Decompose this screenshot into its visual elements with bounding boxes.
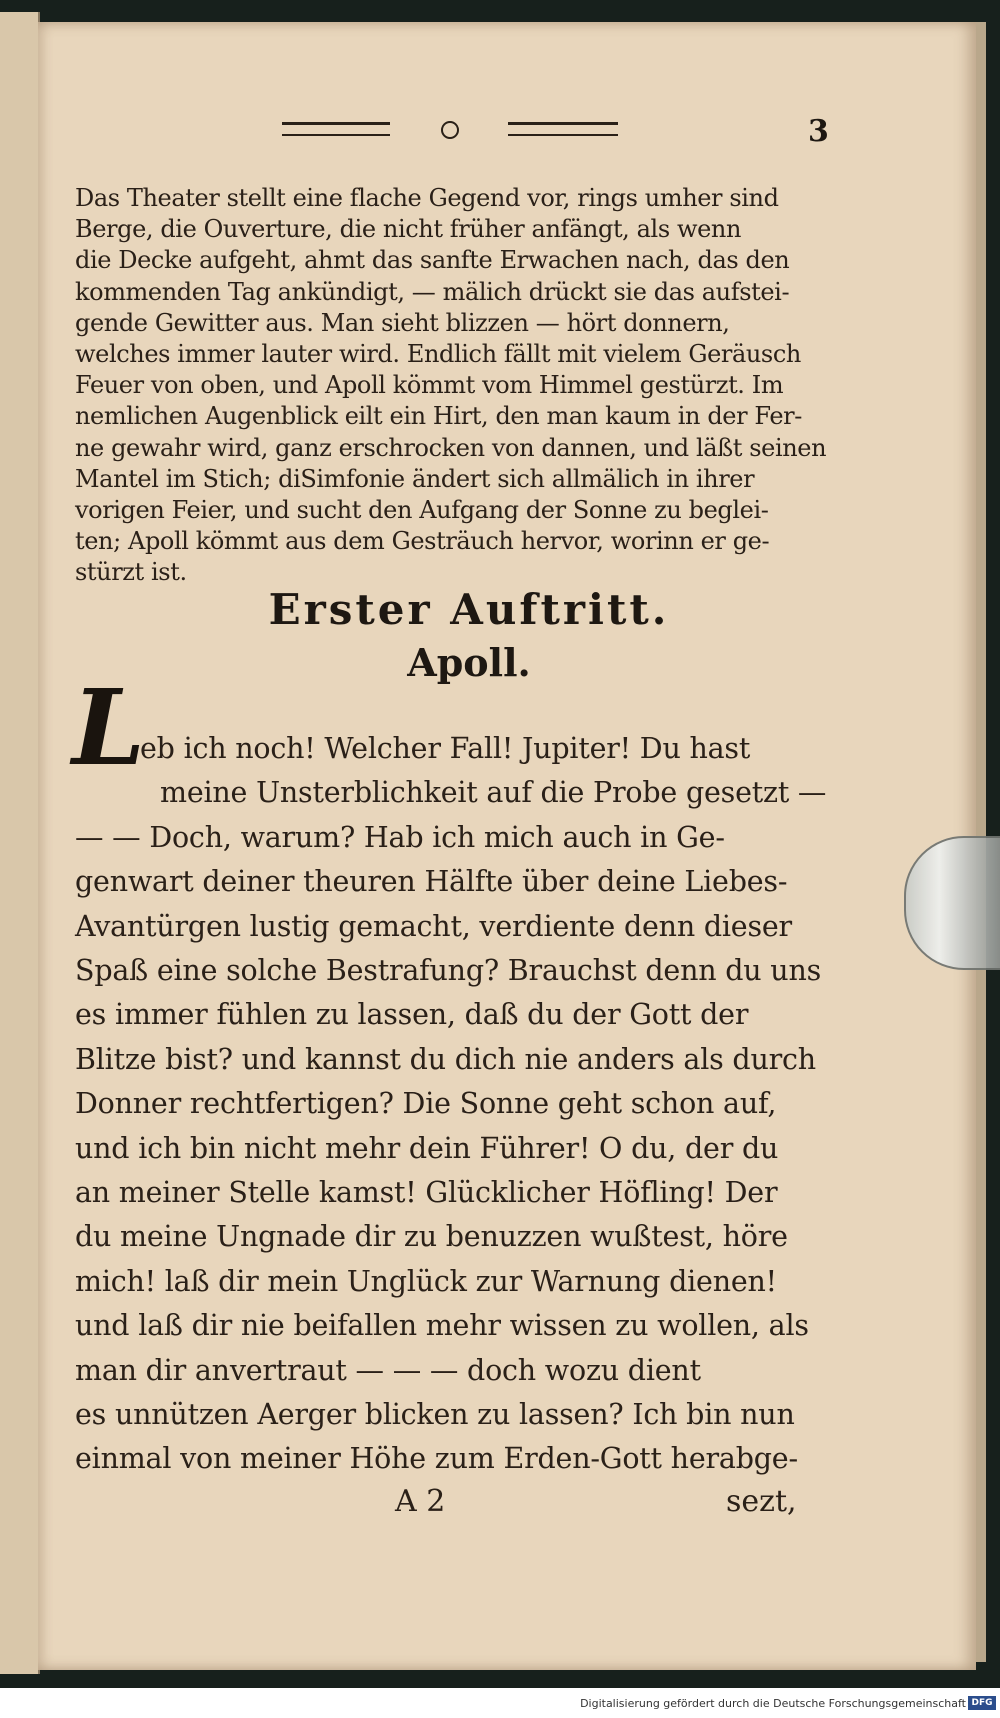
speech-line: und ich bin nicht mehr dein Führer! O du, der du (75, 1131, 779, 1165)
stage-direction-line: welches immer lauter wird. Endlich fällt mit vielem Geräusch (75, 340, 801, 368)
header-ornament-circle (441, 121, 459, 139)
speech-line: Donner rechtfertigen? Die Sonne geht schon auf, (75, 1087, 777, 1121)
stage-direction-line: ten; Apoll kömmt aus dem Gesträuch hervor, worinn er ge- (75, 527, 770, 556)
signature-mark: A 2 (395, 1484, 446, 1519)
stage-direction-line: vorigen Feier, und sucht den Aufgang der Sonne zu beglei- (75, 496, 769, 524)
catchword: sezt, (726, 1484, 797, 1519)
speech-line: und laß dir nie beifallen mehr wissen zu wollen, als (75, 1309, 809, 1343)
speech-line: du meine Ungnade dir zu benuzzen wußtest, höre (75, 1220, 788, 1254)
speech-line: einmal von meiner Höhe zum Erden-Gott herabge- (75, 1442, 798, 1476)
stage-direction-line: Berge, die Ouverture, die nicht früher anfängt, als wenn (75, 215, 742, 244)
speech-line: genwart deiner theuren Hälfte über deine Liebes- (75, 865, 788, 899)
speaker-name: Apoll. (407, 640, 531, 685)
scene-title: Erster Auftritt. (268, 585, 670, 634)
page-number: 3 (808, 114, 829, 149)
scanner-clamp (904, 836, 1000, 970)
stage-direction-line: stürzt ist. (75, 558, 187, 587)
speech-line: es unnützen Aerger blicken zu lassen? Ich bin nun (75, 1398, 795, 1431)
stage-direction-line: Feuer von oben, und Apoll kömmt vom Himmel gestürzt. Im (75, 371, 784, 400)
speech-line: es immer fühlen zu lassen, daß du der Gott der (75, 998, 749, 1032)
drop-cap-letter: L (72, 666, 146, 789)
stage-direction-line: Das Theater stellt eine flache Gegend vor, rings umher sind (75, 184, 779, 212)
speech-line: meine Unsterblichkeit auf die Probe gesetzt — (160, 776, 827, 810)
stage-direction-line: Mantel im Stich; diSimfonie ändert sich allmälich in ihrer (75, 464, 755, 493)
digitization-credit: Digitalisierung gefördert durch die Deutsche Forschungsgemeinschaft (580, 1697, 966, 1710)
stage-direction-line: gende Gewitter aus. Man sieht blizzen — hört donnern, (75, 308, 730, 337)
speech-line: an meiner Stelle kamst! Glücklicher Höfling! Der (75, 1176, 778, 1209)
speech-line: man dir anvertraut — — — doch wozu dient (75, 1353, 701, 1387)
dfg-logo: DFG (968, 1696, 996, 1710)
stage-direction-line: ne gewahr wird, ganz erschrocken von dannen, und läßt seinen (75, 433, 827, 462)
stage-direction-line: kommenden Tag ankündigt, — mälich drückt sie das aufstei- (75, 277, 790, 306)
stage-direction-line: nemlichen Augenblick eilt ein Hirt, den man kaum in der Fer- (75, 402, 802, 431)
speech-line: — — Doch, warum? Hab ich mich auch in Ge- (75, 820, 725, 854)
speech-line: mich! laß dir mein Unglück zur Warnung dienen! (75, 1264, 777, 1298)
header-rule-right (508, 122, 618, 125)
speech-line: eb ich noch! Welcher Fall! Jupiter! Du hast (140, 732, 751, 765)
header-rule-left (282, 122, 390, 125)
stage-direction-line: die Decke aufgeht, ahmt das sanfte Erwachen nach, das den (75, 246, 790, 275)
header-rule-left-2 (282, 134, 390, 136)
speech-line: Blitze bist? und kannst du dich nie anders als durch (75, 1042, 816, 1076)
speech-line: Spaß eine solche Bestrafung? Brauchst denn du uns (75, 954, 822, 987)
left-page-edge (0, 12, 40, 1674)
speech-line: Avantürgen lustig gemacht, verdiente denn dieser (75, 909, 792, 943)
header-rule-right-2 (508, 134, 618, 136)
